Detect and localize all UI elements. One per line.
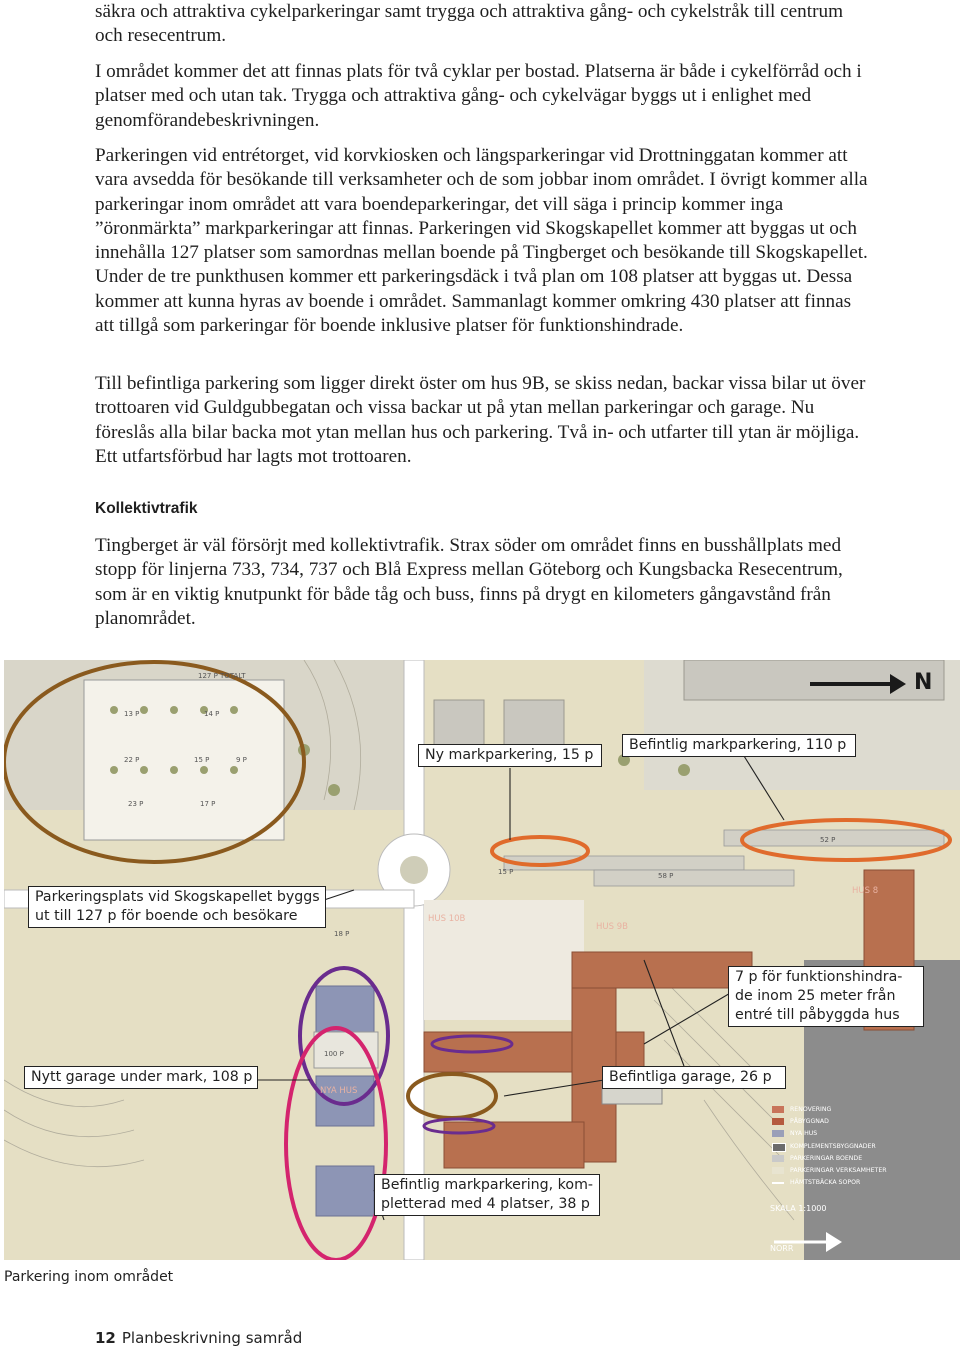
roundabout-center [400, 856, 428, 884]
paragraph-kollektivtrafik: Tingberget är väl försörjt med kollektivtrafik. Strax söder om området finns en busshållplats med stopp för linjerna 733, 734, 737 och Blå Express mellan Göteborg och Kungsbacka Resecentrum, som är en viktig knutpunkt för både tåg och buss, finns på drygt en kilometers gångavstånd från planområdet. [95, 535, 843, 629]
legend-label: RENOVERING [790, 1106, 832, 1113]
legend-swatch [772, 1143, 786, 1152]
label-15p-a: 15 P [194, 756, 210, 764]
callout-befintlig-markparkering [622, 734, 856, 757]
callout-funktionshindrade [728, 966, 924, 1027]
map-scale: SKALA 1:1000 [770, 1204, 827, 1213]
figure-caption: Parkering inom området [4, 1269, 174, 1285]
label-22p: 22 P [124, 756, 140, 764]
map-norr-label: NORR [770, 1244, 794, 1253]
callout-skogskapellet [28, 886, 326, 928]
callout-kompletterad-markparkering [374, 1174, 600, 1216]
legend-label: KOMPLEMENTSBYGGNADER [790, 1142, 876, 1150]
label-58p: 58 P [658, 872, 674, 880]
legend-item [770, 1153, 930, 1165]
label-hus-9b: HUS 9B [596, 922, 628, 932]
label-nya-hus: NYA HUS [320, 1086, 358, 1096]
legend-item [770, 1128, 930, 1140]
legend-swatch [772, 1155, 784, 1162]
north-label: N [914, 670, 933, 695]
callout-ny-markparkering-text: Ny markparkering, 15 p [425, 747, 594, 763]
legend-item [770, 1116, 930, 1128]
new-buildings [316, 986, 374, 1216]
label-15p-b: 15 P [498, 868, 514, 876]
label-100p: 100 P [324, 1050, 344, 1058]
paragraph-parkeringen: Parkeringen vid entrétorget, vid korvkiosken och längsparkeringar vid Drottninggatan kommer att vara avsedda för besökande till verksamheter och de som jobbar inom området. I övrigt kommer alla parkeringar inom området att vara boendeparkeringar, det vill säga i princip kommer inga ”öronmärkta” markparkeringar att finnas. Parkeringen vid Skogskapellet kommer att byggas ut och innehålla 127 platser som samordnas mellan boende på Tingberget och besökande till Skogskapellet. Under de tre punkthusen kommer ett parkeringsdäck i två plan om 108 platser att byggas ut. Dessa kommer att kunna hyras av boende i området. Sammanlagt kommer omkring 430 platser att finnas att tillgå som parkeringar för boende inklusive platser för funktionshindrade. [95, 145, 868, 337]
paragraph-befintliga-parkering: Till befintliga parkering som ligger direkt öster om hus 9B, se skiss nedan, backar vissa bilar ut över trottoaren vid Guldgubbegatan och vissa backar ut på ytan mellan parkeringar och garage. Nu föreslås alla bilar backa mot ytan mellan hus och parkering. Två in- och utfarter till ytan är möjliga. Ett utfartsförbud har lagts mot trottoaren. [95, 373, 866, 467]
callout-nytt-garage [24, 1066, 258, 1089]
callout-kompletterad-line1: Befintlig markparkering, kom- [381, 1177, 594, 1193]
page-footer [95, 1329, 302, 1347]
legend-swatch [772, 1167, 784, 1174]
label-totalt: 127 P TOTALT [198, 672, 246, 680]
callout-funktionshindrade-line1: 7 p för funktionshindra- [735, 969, 903, 985]
paragraph-cykelparkering: säkra och attraktiva cykelparkeringar samt trygga och attraktiva gång- och cykelstråk till centrum och resecentrum. [95, 1, 844, 47]
callout-befintliga-garage-text: Befintliga garage, 26 p [609, 1069, 772, 1085]
page-number: 12 [95, 1329, 116, 1347]
site-plan-map [4, 660, 960, 1260]
callout-befintlig-markparkering-text: Befintlig markparkering, 110 p [629, 737, 847, 753]
legend-label: PARKERINGAR BOENDE [790, 1154, 863, 1162]
legend-label: HÄMTSTBÄCKA SOPOR [790, 1179, 861, 1187]
legend-label: PÅBYGGNAD [790, 1118, 829, 1126]
document-title: Planbeskrivning samråd [121, 1329, 303, 1347]
label-17p: 17 P [200, 800, 216, 808]
paragraph-cyklar-per-bostad: I området kommer det att finnas plats för två cyklar per bostad. Platserna är både i cykelförråd och i platser med och utan tak. Trygga och attraktiva gång- och cykelvägar byggs ut i enlighet med genomförandebeskrivningen. [95, 61, 862, 131]
callout-befintliga-garage [602, 1066, 786, 1089]
label-23p: 23 P [128, 800, 144, 808]
callout-ny-markparkering [418, 744, 602, 767]
legend-item [770, 1141, 930, 1153]
legend-swatch [772, 1130, 784, 1137]
legend-item [770, 1177, 930, 1189]
map-legend [770, 1104, 930, 1189]
label-hus-8: HUS 8 [852, 886, 879, 896]
legend-swatch [772, 1118, 784, 1125]
label-52p: 52 P [820, 836, 836, 844]
parking-strip-58p [594, 870, 794, 886]
legend-label: NYA HUS [790, 1130, 818, 1138]
label-13p: 13 P [124, 710, 140, 718]
callout-funktionshindrade-line2: de inom 25 meter från [735, 988, 896, 1004]
legend-item [770, 1104, 930, 1116]
label-18p: 18 P [334, 930, 350, 938]
label-9p: 9 P [236, 756, 247, 764]
section-heading-kollektivtrafik: Kollektivtrafik [95, 500, 198, 517]
legend-item [770, 1165, 930, 1177]
legend-swatch [772, 1182, 784, 1184]
callout-kompletterad-line2: pletterad med 4 platser, 38 p [381, 1196, 590, 1212]
callout-funktionshindrade-line3: entré till påbyggda hus [735, 1007, 900, 1023]
skogskapellet-parking-area [84, 680, 284, 840]
legend-label: PARKERINGAR VERKSAMHETER [790, 1166, 887, 1174]
callout-nytt-garage-text: Nytt garage under mark, 108 p [31, 1069, 253, 1085]
label-14p: 14 P [204, 710, 220, 718]
callout-skogskapellet-line2: ut till 127 p för boende och besökare [35, 908, 298, 924]
legend-swatch [772, 1106, 784, 1113]
label-hus-10b: HUS 10B [428, 914, 466, 924]
callout-skogskapellet-line1: Parkeringsplats vid Skogskapellet byggs [35, 889, 320, 905]
